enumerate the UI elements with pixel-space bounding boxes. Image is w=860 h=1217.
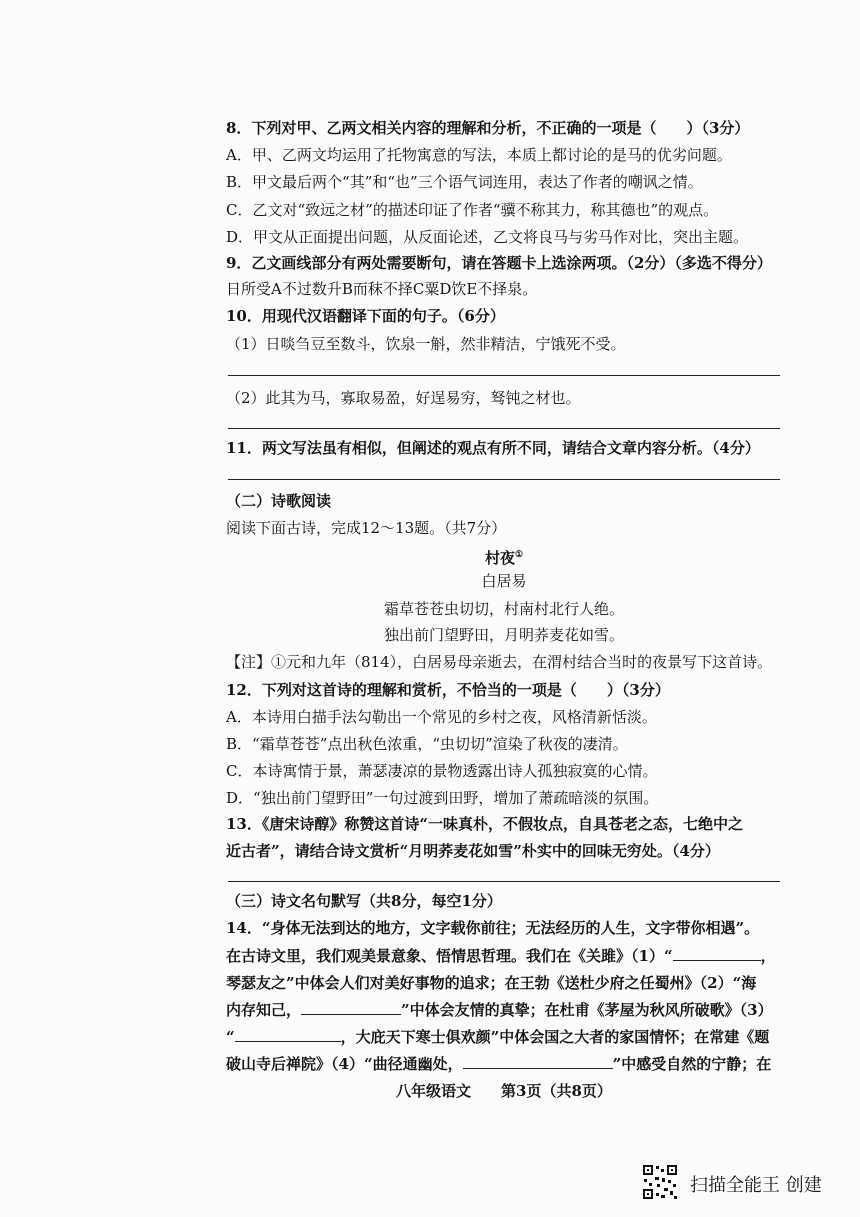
q12-stem: 12．下列对这首诗的理解和赏析，不恰当的一项是（ ）（3分）	[226, 681, 670, 699]
scanner-watermark	[642, 1164, 842, 1200]
poem-line-2: 独出前门望野田，月明荞麦花如雪。	[383, 626, 624, 644]
q14-line-4	[226, 999, 782, 1021]
poem-title	[226, 544, 782, 569]
poem-author: 白居易	[481, 572, 527, 590]
dictation-section-heading: （三）诗文名句默写（共8分，每空1分）	[226, 892, 502, 910]
q14-line-2-text: 在古诗文里，我们观美景意象、悟情思哲理。我们在《关雎》（1）“	[226, 947, 673, 965]
fill-blank-2[interactable]	[301, 1000, 401, 1015]
q12-option-a: A．本诗用白描手法勾勒出一个常见的乡村之夜，风格清新恬淡。	[226, 708, 657, 726]
q14-line-4-end: ”中体会友情的真挚；在杜甫《茅屋为秋风所破歌》（3）	[401, 1001, 773, 1019]
q8-option-d: D．甲文从正面提出问题，从反面论述，乙文将良马与劣马作对比，突出主题。	[226, 228, 749, 246]
qr-code-icon	[642, 1164, 678, 1200]
q14-line-3: 琴瑟友之”中体会人们对美好事物的追求；在王勃《送杜少府之任蜀州》（2）“海	[226, 974, 757, 992]
q13-line-2: 近古者”，请结合诗文赏析“月明荞麦花如雪”朴实中的回味无穷处。（4分）	[226, 842, 720, 860]
q11-stem: 11．两文写法虽有相似，但阐述的观点有所不同，请结合文章内容分析。（4分）	[226, 439, 760, 457]
q12-option-d: D．“独出前门望野田”一句过渡到田野，增加了萧疏暗淡的氛围。	[226, 789, 659, 807]
q10-stem: 10．用现代汉语翻译下面的句子。（6分）	[226, 307, 505, 325]
q14-line-4-start: 内存知己，	[226, 1001, 302, 1019]
q14-line-2-end: ，	[760, 947, 776, 965]
q8-stem: 8．下列对甲、乙两文相关内容的理解和分析，不正确的一项是（ ）（3分）	[226, 119, 750, 137]
q12-option-b: B．“霜草苍苍”点出秋色浓重，“虫切切”渲染了秋夜的凄清。	[226, 735, 628, 753]
q14-line-6-end: ”中感受自然的宁静；在	[612, 1055, 772, 1073]
poetry-instruction: 阅读下面古诗，完成12～13题。（共7分）	[226, 519, 507, 537]
watermark-text: 扫描全能王 创建	[690, 1175, 822, 1196]
poem-note: 【注】①元和九年（814），白居易母亲逝去，在渭村结合当时的夜景写下这首诗。	[226, 653, 773, 671]
q10-sentence-2: （2）此其为马，寡取易盈，好逞易穷，驽钝之材也。	[226, 389, 581, 407]
poem-line-1: 霜草苍苍虫切切，村南村北行人绝。	[383, 600, 624, 618]
poetry-section-heading: （二）诗歌阅读	[226, 492, 332, 510]
answer-line	[228, 428, 780, 429]
q14-line-6	[226, 1053, 782, 1075]
q14-line-6-start: 破山寺后禅院》（4）“曲径通幽处，	[226, 1055, 463, 1073]
q13-line-1: 13．《唐宋诗醇》称赞这首诗“一味真朴，不假妆点，自具苍老之态，七绝中之	[226, 815, 744, 833]
q12-option-c: C．本诗寓情于景，萧瑟凄凉的景物透露出诗人孤独寂寞的心情。	[226, 762, 658, 780]
q10-sentence-1: （1）日啖刍豆至数斗，饮泉一斛，然非精洁，宁饿死不受。	[226, 335, 626, 353]
q8-option-b: B．甲文最后两个“其”和“也”三个语气词连用，表达了作者的嘲讽之情。	[226, 173, 703, 191]
fill-blank-3[interactable]	[235, 1027, 341, 1042]
poem-footnote-mark: ①	[514, 550, 524, 560]
q14-line-5-start: “	[226, 1028, 235, 1046]
q14-line-5-end: ，大庇天下寒士俱欢颜”中体会国之大者的家国情怀；在常建《题	[340, 1028, 770, 1046]
fill-blank-4[interactable]	[463, 1054, 613, 1069]
q14-line-1: 14．“身体无法到达的地方，文字载你前往；无法经历的人生，文字带你相遇”。	[226, 919, 760, 937]
q14-line-5	[226, 1026, 782, 1048]
answer-line	[228, 375, 780, 376]
q14-line-2	[226, 945, 782, 967]
fill-blank-1[interactable]	[673, 946, 761, 961]
q9-stem: 9．乙文画线部分有两处需要断句，请在答题卡上选涂两项。（2分）（多选不得分）	[226, 254, 772, 272]
poem-title-text: 村夜	[484, 549, 515, 567]
q9-text: 日所受A不过数升B而秣不择C粟D饮E不择泉。	[226, 280, 538, 298]
q8-option-a: A．甲、乙两文均运用了托物寓意的写法，本质上都讨论的是马的优劣问题。	[226, 146, 732, 164]
answer-line	[228, 881, 780, 882]
answer-line	[228, 479, 780, 480]
q8-option-c: C．乙文对“致远之材”的描述印证了作者“骥不称其力，称其德也”的观点。	[226, 201, 719, 219]
page-footer: 八年级语文 第3页（共8页）	[396, 1082, 612, 1100]
